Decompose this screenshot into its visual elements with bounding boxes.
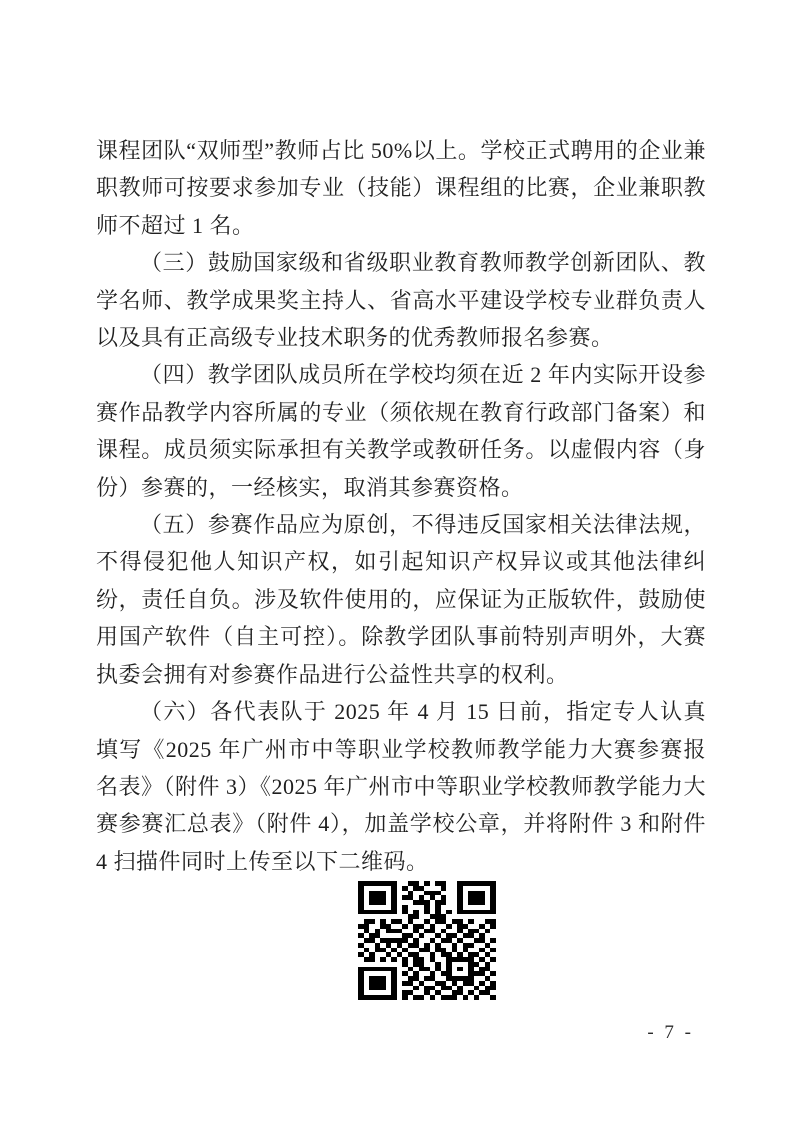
paragraph: （三）鼓励国家级和省级职业教育教师教学创新团队、教学名师、教学成果奖主持人、省高水平建设学校专业群负责人以及具有正高级专业技术职务的优秀教师报名参赛。 [96, 250, 706, 351]
paragraph: （五）参赛作品应为原创，不得违反国家相关法律法规，不得侵犯他人知识产权，如引起知识产权异议或其他法律纠纷，责任自负。涉及软件使用的，应保证为正版软件，鼓励使用国产软件（自主可控）。除教学团队事前特别声明外，大赛执委会拥有对参赛作品进行公益性共享的权利。 [96, 512, 706, 687]
paragraph: （六）各代表队于 2025 年 4 月 15 日前，指定专人认真填写《2025 年广州市中等职业学校教师教学能力大赛参赛报名表》（附件 3）《2025 年广州市中等职业学校教师教学能力大赛参赛汇总表》（附件 4），加盖学校公章，并将附件 3 和附件 4 扫描件同时上传至以下二维码。 [96, 699, 707, 874]
page-number: - 7 - [647, 1022, 694, 1043]
paragraph: 课程团队“双师型”教师占比 50%以上。学校正式聘用的企业兼职教师可按要求参加专业（技能）课程组的比赛，企业兼职教师不超过 1 名。 [96, 138, 706, 238]
document-body [96, 132, 706, 880]
qr-code [358, 881, 496, 1000]
paragraph: （四）教学团队成员所在学校均须在近 2 年内实际开设参赛作品教学内容所属的专业（须依规在教育行政部门备案）和课程。成员须实际承担有关教学或教研任务。以虚假内容（身份）参赛的，一经核实，取消其参赛资格。 [96, 362, 706, 500]
page-footer [0, 1022, 694, 1044]
